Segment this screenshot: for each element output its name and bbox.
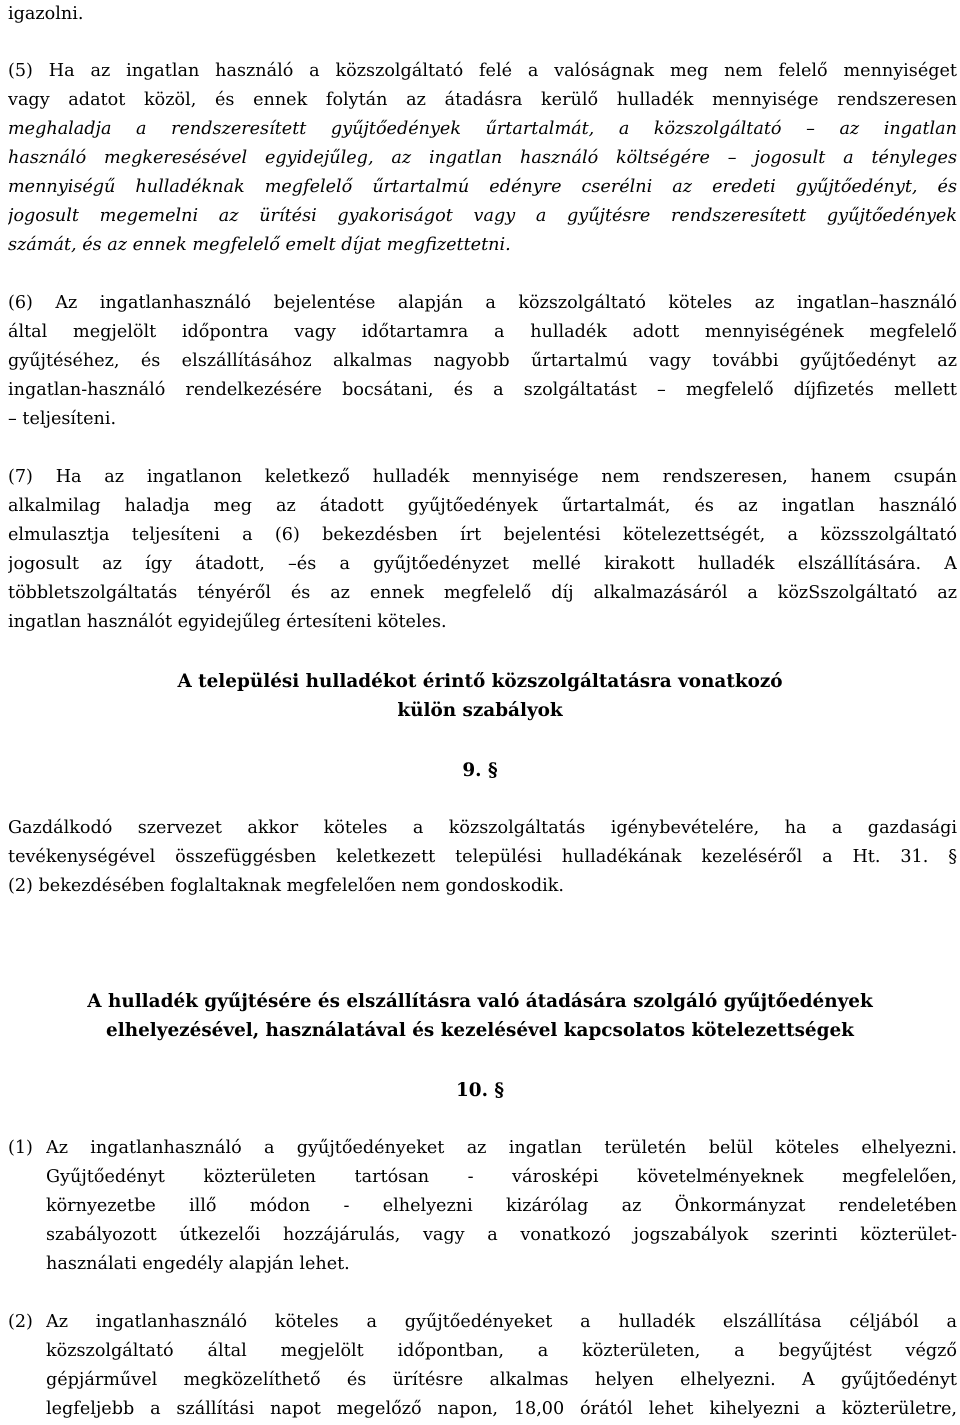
paragraph-line: Az ingatlanhasználó a gyűjtőedényeket az ingatlan területén belül köteles elhelyezni.	[46, 1138, 957, 1158]
paragraph-line: vagy adatot közöl, és ennek folytán az átadásra kerülő hulladék mennyisége rendszeresen	[8, 90, 957, 110]
paragraph-line: (7) Ha az ingatlanon keletkező hulladék mennyisége nem rendszeresen, hanem csupán	[8, 467, 957, 487]
paragraph-line: tevékenységével összefüggésben keletkezett települési hulladékának kezeléséről a Ht. 31. §	[8, 847, 957, 867]
paragraph-line: (5) Ha az ingatlan használó a közszolgáltató felé a valóságnak meg nem felelő mennyiséget	[8, 61, 957, 81]
paragraph-line: Gyűjtőedényt közterületen tartósan - városképi követelményeknek megfelelően,	[46, 1167, 957, 1187]
list-item-number: (2)	[8, 1312, 33, 1332]
paragraph-line: meghaladja a rendszeresített gyűjtőedények űrtartalmát, a közszolgáltató – az ingatlan	[8, 119, 957, 139]
paragraph-line: ingatlan használót egyidejűleg értesíteni köteles.	[8, 612, 447, 632]
paragraph-line: közszolgáltató által megjelölt időpontban, a közterületen, a begyűjtést végző	[46, 1341, 957, 1361]
paragraph-line: alkalmilag haladja meg az átadott gyűjtőedények űrtartalmát, és az ingatlan használó	[8, 496, 957, 516]
section-number: 9. §	[462, 760, 498, 781]
paragraph-line: által megjelölt időpontra vagy időtartamra a hulladék adott mennyiségének megfelelő	[8, 322, 957, 342]
paragraph-line: elmulasztja teljesíteni a (6) bekezdésben írt bejelentési kötelezettségét, a közsszolgáltató	[8, 525, 957, 545]
paragraph-line: mennyiségű hulladéknak megfelelő űrtartalmú edényre cserélni az eredeti gyűjtőedényt, és	[8, 177, 957, 197]
paragraph-line: Gazdálkodó szervezet akkor köteles a közszolgáltatás igénybevételére, ha a gazdasági	[8, 818, 957, 838]
paragraph-line: ingatlan-használó rendelkezésére bocsátani, és a szolgáltatást – megfelelő díjfizetés mellett	[8, 380, 957, 400]
section-heading: elhelyezésével, használatával és kezelésével kapcsolatos kötelezettségek	[106, 1020, 854, 1041]
paragraph-line: használati engedély alapján lehet.	[46, 1254, 350, 1274]
section-heading: A települési hulladékot érintő közszolgáltatásra vonatkozó	[177, 671, 783, 692]
paragraph-line: Az ingatlanhasználó köteles a gyűjtőedényeket a hulladék elszállítása céljából a	[46, 1312, 957, 1332]
section-number: 10. §	[455, 1080, 504, 1101]
paragraph-line: (6) Az ingatlanhasználó bejelentése alapján a közszolgáltató köteles az ingatlan–használó	[8, 293, 957, 313]
paragraph-line: (2) bekezdésében foglaltaknak megfelelően nem gondoskodik.	[8, 876, 565, 896]
paragraph-line: legfeljebb a szállítási napot megelőző napon, 18,00 órától lehet kihelyezni a közterületre,	[46, 1399, 957, 1419]
section-heading: A hulladék gyűjtésére és elszállításra való átadására szolgáló gyűjtőedények	[87, 991, 873, 1012]
top-fragment: igazolni.	[8, 4, 84, 24]
paragraph-line: használó megkeresésével egyidejűleg, az ingatlan használó költségére – jogosult a tényleges	[8, 148, 957, 168]
list-item-number: (1)	[8, 1138, 33, 1158]
paragraph-line: gépjárművel megközelíthető és ürítésre alkalmas helyen elhelyezni. A gyűjtőedényt	[46, 1370, 957, 1390]
paragraph-line: számát, és az ennek megfelelő emelt díjat megfizettetni.	[8, 235, 511, 255]
paragraph-line: gyűjtéséhez, és elszállításához alkalmas nagyobb űrtartalmú vagy további gyűjtőedényt az	[8, 351, 957, 371]
paragraph-line: jogosult az így átadott, –és a gyűjtőedényzet mellé kirakott hulladék elszállítására. A	[8, 554, 957, 574]
paragraph-line: jogosult megemelni az ürítési gyakoriságot vagy a gyűjtésre rendszeresített gyűjtőedények	[8, 206, 957, 226]
paragraph-line: többletszolgáltatás tényéről és az ennek megfelelő díj alkalmazásáról a közSszolgáltató az	[8, 583, 957, 603]
paragraph-line: környezetbe illő módon - elhelyezni kizárólag az Önkormányzat rendeletében	[46, 1196, 957, 1216]
paragraph-line: szabályozott útkezelői hozzájárulás, vagy a vonatkozó jogszabályok szerinti közterület-	[46, 1225, 957, 1245]
section-heading: külön szabályok	[397, 700, 563, 721]
paragraph-line: – teljesíteni.	[8, 409, 117, 429]
